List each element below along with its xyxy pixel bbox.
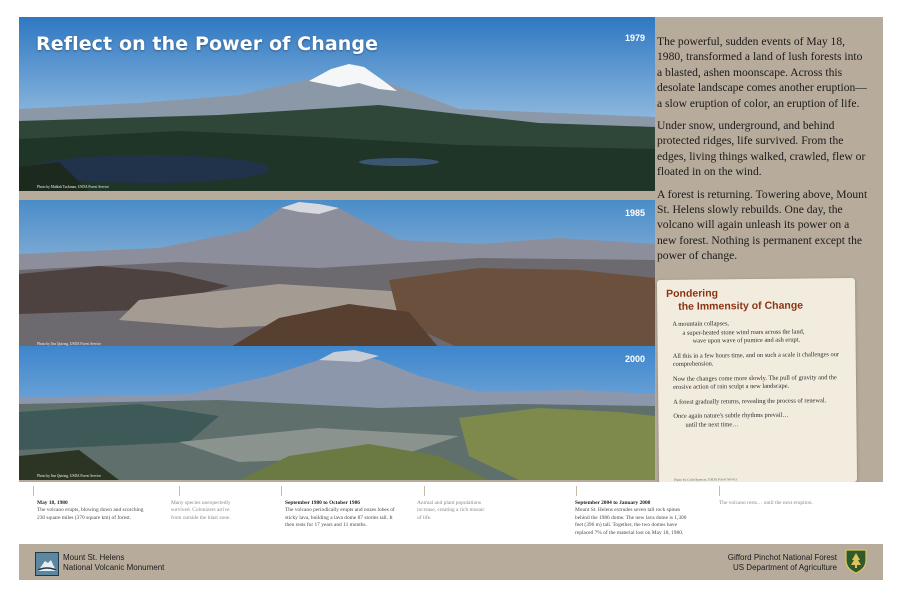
- note-body: [672, 319, 845, 436]
- year-label-2000: 2000: [624, 354, 645, 364]
- footer: [19, 547, 883, 580]
- photo-credit-2000: Photo by Jim Quiring, USDA Forest Service: [37, 474, 101, 478]
- note-stanza-5-line-1: Once again nature's subtle rhythms prevail…: [673, 411, 789, 420]
- pondering-note: [657, 278, 857, 484]
- timeline-text: Many species unexpectedly survived. Colonizers arrive from outside the blast zone.: [171, 500, 231, 521]
- page-title: Reflect on the Power of Change: [36, 33, 379, 55]
- forest-service-shield-icon-graphic: [844, 548, 868, 574]
- sign-panel: [19, 17, 883, 580]
- footer-left-line-1: Mount St. Helens: [63, 553, 125, 562]
- photo-credit-1979: Photo by Mahlah Tuckman, USDA Forest Service: [37, 185, 109, 189]
- year-label-1985: 1985: [624, 208, 645, 218]
- note-title-line-2: the Immensity of Change: [678, 299, 804, 313]
- timeline-entry-2004-2008: [575, 500, 693, 537]
- timeline-date: September 2004 to January 2008: [575, 500, 651, 506]
- note-title: [666, 286, 851, 314]
- timeline-entry-survival: [171, 500, 241, 522]
- photo-2000-image: [19, 346, 655, 480]
- timeline-tick: [719, 486, 720, 496]
- note-stanza-4: A forest gradually returns, revealing the process of renewal.: [673, 396, 827, 406]
- note-stanza-3: Now the changes come more slowly. The pull of gravity and the erosive action of rain sculpt a new landscape.: [672, 373, 837, 391]
- timeline-date: September 1980 to October 1986: [285, 500, 360, 506]
- timeline-text: The volcano rests… until the next eruption.: [719, 500, 813, 506]
- photo-1985: [19, 200, 655, 348]
- timeline-tick: [33, 486, 34, 496]
- note-stanza-1-line-2: a super-heated stone wind roars across the land,: [682, 328, 805, 337]
- year-label-1979: 1979: [624, 33, 645, 43]
- timeline-tick: [576, 486, 577, 496]
- footer-right-line-2: US Department of Agriculture: [732, 563, 837, 572]
- timeline-text: The volcano periodically erupts and oozes lobes of sticky lava, building a lava dome 87 stories tall. It then rests for 17 years and 11 months.: [285, 507, 395, 529]
- footer-left-text: [63, 553, 164, 573]
- timeline-entry-populations: [417, 500, 485, 522]
- note-stanza-1-line-3: wave upon wave of pumice and ash erupt.: [692, 336, 801, 345]
- timeline-tick: [281, 486, 282, 496]
- note-title-line-1: Pondering: [666, 287, 719, 300]
- photo-1985-image: [19, 200, 655, 348]
- timeline-tick: [179, 486, 180, 496]
- timeline-text: Animal and plant populations increase, creating a rich mosaic of life.: [417, 500, 485, 521]
- timeline-text: The volcano erupts, blowing down and scorching 230 square miles (370 square km) of forest.: [37, 507, 144, 521]
- footer-right-line-1: Gifford Pinchot National Forest: [727, 553, 837, 562]
- photo-credit-1985: Photo by Jim Quiring, USDA Forest Service: [37, 342, 101, 346]
- timeline-date: May 18, 1980: [37, 500, 68, 506]
- note-stanza-5-line-2: until the next time…: [685, 420, 739, 429]
- footer-left-line-2: National Volcanic Monument: [63, 563, 165, 572]
- mount-st-helens-logo-icon-graphic: [36, 553, 58, 575]
- narrative-paragraph-1: The powerful, sudden events of May 18, 1980, transformed a land of lush forests into a blasted, ashen moonscape. Across this desolate landscape comes another eruption—a slow eruption of color, an eruption of life.: [657, 35, 867, 110]
- timeline-tick: [424, 486, 425, 496]
- timeline-entry-1980: [37, 500, 147, 522]
- forest-service-shield-icon: [844, 548, 868, 574]
- note-stanza-5: [673, 411, 845, 430]
- timeline-text: Mount St. Helens extrudes seven tall rock spines behind the 1986 dome. The new lava dome is 1,300 feet (396 m) tall. Together, the two domes have replaced 7% of the material lost on May 18, 1980.: [575, 507, 687, 536]
- timeline: [19, 482, 883, 544]
- note-photo-credit: Photo by Colin Spencer, USDA Forest Service: [674, 477, 738, 482]
- narrative-paragraph-2: Under snow, underground, and behind protected ridges, life survived. From the edges, living things walked, crawled, flew or floated in on the wind.: [657, 119, 866, 179]
- narrative-paragraph-3: A forest is returning. Towering above, Mount St. Helens slowly rebuilds. One day, the volcano will again unleash its power on a new forest. Nothing is permanent except the power of change.: [657, 187, 868, 263]
- main-narrative: [657, 34, 869, 271]
- mount-st-helens-logo-icon: [35, 552, 59, 576]
- note-stanza-2: All this in a few hours time, and on such a scale it challenges our comprehension.: [672, 350, 840, 368]
- timeline-entry-1980-1986: [285, 500, 395, 530]
- note-stanza-1: [672, 319, 844, 346]
- note-stanza-1-line-1: A mountain collapses,: [672, 320, 730, 328]
- footer-right-text: [709, 553, 837, 573]
- photo-2000: [19, 346, 655, 480]
- timeline-entry-rests: [719, 500, 869, 507]
